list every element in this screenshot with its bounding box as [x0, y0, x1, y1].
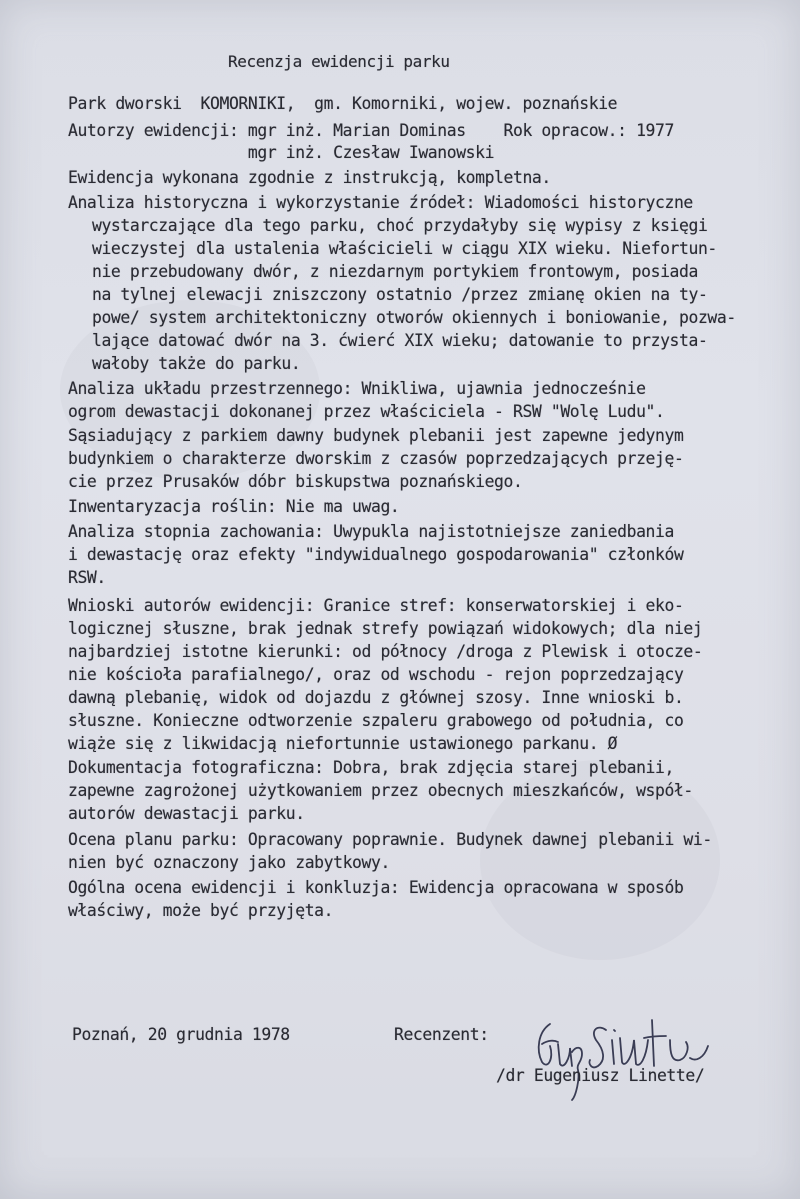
text-line: Sąsiadujący z parkiem dawny budynek plebanii jest zapewne jedynym [68, 426, 684, 445]
text-line: RSW. [68, 568, 106, 587]
text-line: Inwentaryzacja roślin: Nie ma uwag. [68, 497, 400, 516]
text-line: budynkiem o charakterze dworskim z czasów poprzedzających przeję- [68, 449, 684, 468]
text-line: właściwy, może być przyjęta. [68, 901, 334, 920]
text-line: zapewne zagrożonej użytkowaniem przez obecnych mieszkańców, współ- [68, 781, 693, 800]
text-line: na tylnej elewacji zniszczony ostatnio /przez zmianę okien na ty- [92, 285, 708, 304]
text-line: Analiza stopnia zachowania: Uwypukla najistotniejsze zaniedbania [68, 522, 674, 541]
text-line: powe/ system architektoniczny otworów okiennych i boniowanie, pozwa- [92, 308, 736, 327]
handwritten-signature [520, 1000, 750, 1110]
text-line: wieczystej dla ustalenia właścicieli w ciągu XIX wieku. Niefortun- [92, 239, 717, 258]
reviewer-label: Recenzent: [394, 1025, 489, 1044]
text-line: wystarczające dla tego parku, choć przydałyby się wypisy z księgi [92, 216, 708, 235]
text-line: logicznej słuszne, brak jednak strefy powiązań widokowych; dla niej [68, 619, 703, 638]
text-line: lające datować dwór na 3. ćwierć XIX wieku; datowanie to przysta- [92, 331, 708, 350]
text-line: najbardziej istotne kierunki: od północy /droga z Plewisk i otocze- [68, 642, 703, 661]
text-line: Autorzy ewidencji: mgr inż. Marian Dominas Rok opracow.: 1977 [68, 121, 674, 140]
text-line: nie przebudowany dwór, z niezdarnym portykiem frontowym, posiada [92, 262, 698, 281]
text-line: Ewidencja wykonana zgodnie z instrukcją, kompletna. [68, 168, 551, 187]
text-line: Analiza historyczna i wykorzystanie źródeł: Wiadomości historyczne [68, 193, 693, 212]
place-date: Poznań, 20 grudnia 1978 [72, 1025, 290, 1044]
document-title: Recenzja ewidencji parku [228, 52, 450, 71]
text-line: Analiza układu przestrzennego: Wnikliwa, ujawnia jednocześnie [68, 379, 646, 398]
text-line: wiąże się z likwidacją niefortunnie ustawionego parkanu. Ø [68, 734, 618, 753]
text-line: nie kościoła parafialnego/, oraz od wschodu - rejon poprzedzający [68, 665, 684, 684]
text-line: Park dworski KOMORNIKI, gm. Komorniki, wojew. poznańskie [68, 94, 618, 113]
text-line: ogrom dewastacji dokonanej przez właściciela - RSW "Wolę Ludu". [68, 402, 665, 421]
text-line: cie przez Prusaków dóbr biskupstwa poznańskiego. [68, 472, 523, 491]
text-line: Wnioski autorów ewidencji: Granice stref: konserwatorskiej i eko- [68, 596, 684, 615]
text-line: i dewastację oraz efekty "indywidualnego gospodarowania" członków [68, 545, 684, 564]
text-line: Dokumentacja fotograficzna: Dobra, brak zdjęcia starej plebanii, [68, 758, 674, 777]
text-line: Ogólna ocena ewidencji i konkluzja: Ewidencja opracowana w sposób [68, 878, 684, 897]
text-line: Ocena planu parku: Opracowany poprawnie. Budynek dawnej plebanii wi- [68, 830, 712, 849]
text-line: słuszne. Konieczne odtworzenie szpaleru grabowego od południa, co [68, 711, 684, 730]
text-line: autorów dewastacji parku. [68, 804, 305, 823]
text-line: nien być oznaczony jako zabytkowy. [68, 853, 390, 872]
text-line: mgr inż. Czesław Iwanowski [68, 143, 495, 162]
reviewer-name: /dr Eugeniusz Linette/ [496, 1066, 705, 1085]
text-line: wałoby także do parku. [92, 354, 301, 373]
text-line: dawną plebanię, widok od dojazdu z głównej szosy. Inne wnioski b. [68, 688, 684, 707]
